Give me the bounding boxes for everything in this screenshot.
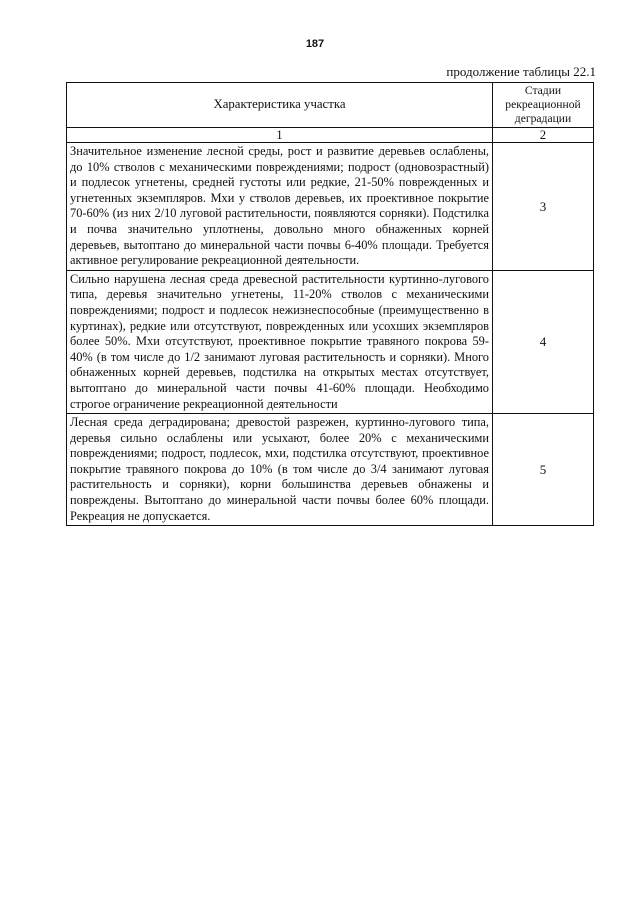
header-characteristic: Характеристика участка (67, 83, 493, 128)
degradation-stage: 5 (493, 414, 594, 526)
page-number: 187 (305, 38, 325, 50)
table-header-row (67, 83, 594, 128)
degradation-stage: 4 (493, 270, 594, 413)
column-number-2: 2 (493, 128, 594, 143)
site-characteristic: Сильно нарушена лесная среда древесной растительности куртинно-лугового типа, деревья значительно угнетены, 11-20% стволов с механическими повреждениями; подрост и подлесок нежизнеспособные (преимущественно в куртинах), редкие или отсутствуют, поврежденных или усохших экземпляров более 50%. Мхи отсутствуют, проективное покрытие травяного покрова 59-40% (в том числе до 1/2 занимают луговая растительность и сорняки). Много обнаженных корней деревьев, подстилка на открытых местах отсутствует, вытоптано до минеральной части почвы 41-60% площади. Необходимо строгое ограничение рекреационной деятельности (67, 270, 493, 413)
table-row (67, 270, 594, 413)
site-characteristic: Значительное изменение лесной среды, рост и развитие деревьев ослаблены, до 10% стволов с механическими повреждениями; подрост (одновозрастный) и подлесок угнетены, средней густоты или редкие, 21-50% поврежденных и угнетенных экземпляров. Мхи у стволов деревьев, их проективное покрытие 70-60% (из них 2/10 луговой растительности, появляются сорняки). Подстилка и почва значительно уплотнены, довольно много обнаженных корней деревьев, вытоптано до минеральной части почвы 6-40% площади. Требуется активное регулирование рекреационной деятельности. (67, 143, 493, 271)
degradation-stage: 3 (493, 143, 594, 271)
recreation-degradation-table (66, 82, 594, 526)
site-characteristic: Лесная среда деградирована; древостой разрежен, куртинно-лугового типа, деревья сильно ослаблены или усыхают, более 20% с механическими повреждениями; подрост, подлесок, мхи, подстилка отсутствуют, проективное покрытие травяного покрова до 10% (в том числе до 3/4 занимают луговая растительность и сорняки), корни большинства деревьев обнажены и повреждены. Вытоптано до минеральной части почвы более 60% площади. Рекреация не допускается. (67, 414, 493, 526)
header-stage: Стадии рекреационной деградации (493, 83, 594, 128)
column-number-1: 1 (67, 128, 493, 143)
table-row (67, 414, 594, 526)
table-continuation-note: продолжение таблицы 22.1 (446, 64, 596, 79)
table-row (67, 143, 594, 271)
column-number-row (67, 128, 594, 143)
